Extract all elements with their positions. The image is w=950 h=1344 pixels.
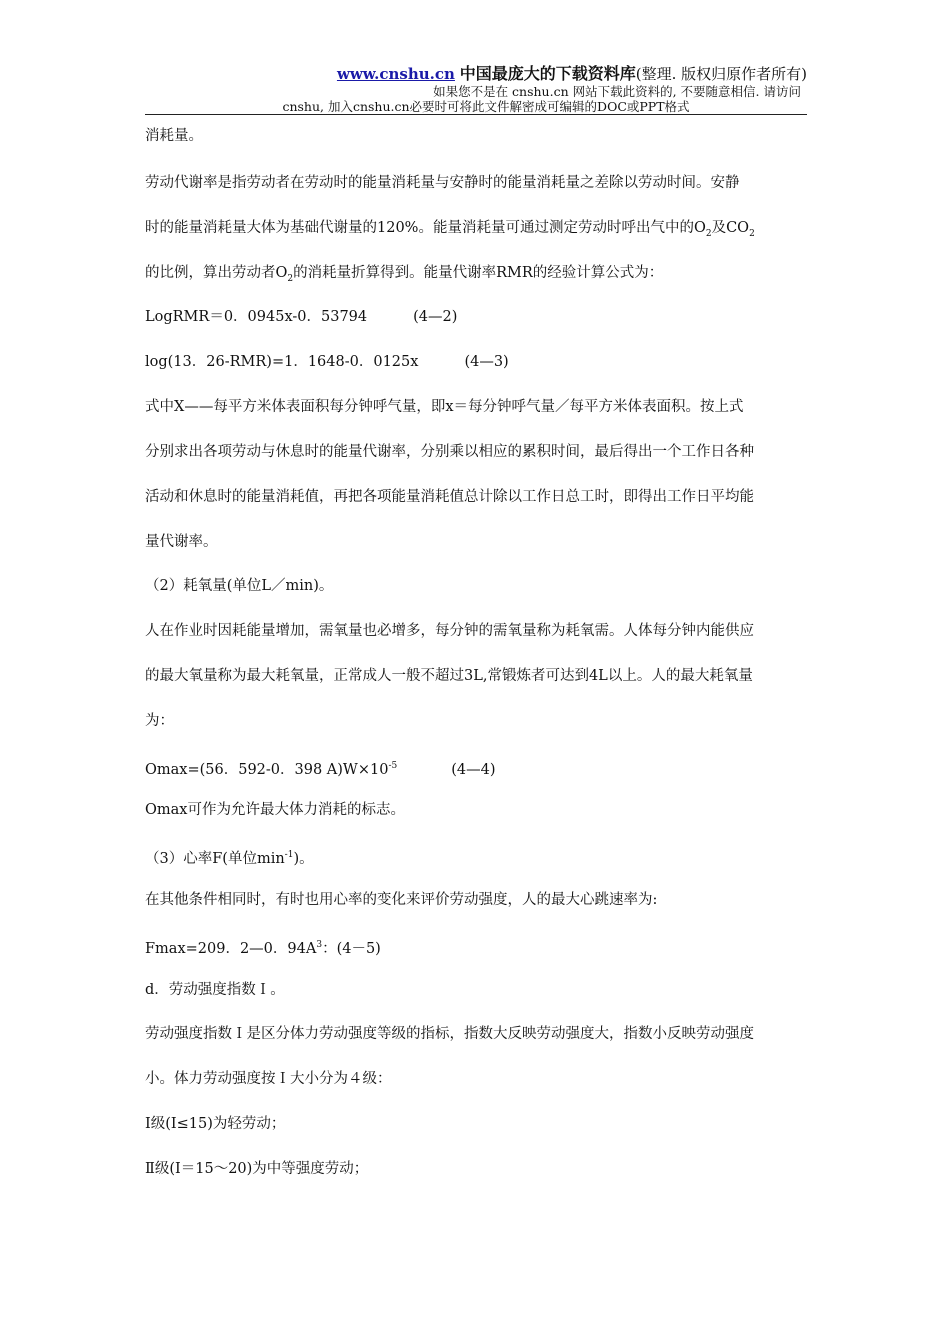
text-span: 时的能量消耗量大体为基础代谢量的120%。能量消耗量可通过测定劳动时呼出气中的O bbox=[145, 220, 706, 236]
equation-number: (4—2) bbox=[413, 309, 458, 325]
text-line bbox=[145, 263, 809, 289]
site-note: (整理. 版权归原作者所有) bbox=[635, 65, 807, 83]
text-line: 劳动代谢率是指劳动者在劳动时的能量消耗量与安静时的能量消耗量之差除以劳动时间。安静 bbox=[145, 175, 740, 191]
notice-line-1: 如果您不是在 cnshu.cn 网站下载此资料的, 不要随意相信. 请访问 bbox=[433, 84, 801, 99]
formula: Omax=(56．592-0．398 A)W×10 bbox=[145, 761, 389, 778]
superscript: 3 bbox=[316, 940, 323, 950]
formula-line bbox=[145, 935, 809, 959]
formula: LogRMR＝0．0945x-0．53794 bbox=[145, 309, 368, 325]
list-item: Ⅱ级(I＝15～20)为中等强度劳动； bbox=[145, 1161, 369, 1177]
subscript: 2 bbox=[749, 228, 755, 239]
section-heading bbox=[145, 845, 809, 869]
formula: log(13．26-RMR)=1．1648-0．0125x bbox=[145, 354, 419, 370]
text-line: 分别求出各项劳动与休息时的能量代谢率，分别乘以相应的累积时间，最后得出一个工作日各种 bbox=[145, 444, 754, 460]
text-line: 量代谢率。 bbox=[145, 534, 218, 550]
text-span: 的消耗量折算得到。能量代谢率RMR的经验计算公式为： bbox=[293, 265, 664, 281]
header-line bbox=[145, 64, 807, 84]
text-line: 消耗量。 bbox=[145, 128, 203, 144]
formula-line bbox=[145, 352, 809, 372]
text-line: Omax可作为允许最大体力消耗的标志。 bbox=[145, 802, 405, 818]
text-span: )。 bbox=[293, 850, 314, 867]
text-line: 为： bbox=[145, 713, 174, 729]
text-line: 小。体力劳动强度按Ｉ大小分为４级： bbox=[145, 1071, 392, 1087]
notice-line-2: cnshu, 加入cnshu.cn必要时可将此文件解密成可编辑的DOC或PPT格式 bbox=[282, 99, 690, 114]
equation-number: (4—3) bbox=[464, 354, 509, 370]
equation-number: ：(4－5) bbox=[322, 940, 381, 957]
subscript: 2 bbox=[287, 273, 294, 284]
subscript: 2 bbox=[705, 228, 712, 239]
site-title: 中国最庞大的下载资料库 bbox=[459, 64, 636, 83]
formula-line bbox=[145, 756, 809, 780]
text-span: 及CO bbox=[711, 220, 750, 236]
text-line: 活动和休息时的能量消耗值，再把各项能量消耗值总计除以工作日总工时，即得出工作日平均能 bbox=[145, 489, 754, 505]
formula-line bbox=[145, 307, 809, 327]
text-line: 在其他条件相同时，有时也用心率的变化来评价劳动强度，人的最大心跳速率为: bbox=[145, 892, 658, 908]
page-header bbox=[145, 64, 807, 114]
text-line: 式中X——每平方米体表面积每分钟呼气量，即x＝每分钟呼气量／每平方米体表面积。按上式 bbox=[145, 399, 744, 415]
text-line bbox=[145, 218, 809, 244]
formula: Fmax=209．2—0．94A bbox=[145, 940, 317, 957]
superscript: -5 bbox=[388, 761, 398, 771]
site-link[interactable]: www.cnshu.cn bbox=[336, 65, 455, 83]
equation-number: (4—4) bbox=[451, 761, 496, 778]
text-span: （3）心率F(单位min bbox=[145, 850, 285, 867]
section-heading: d．劳动强度指数Ｉ。 bbox=[145, 982, 285, 998]
text-line: 劳动强度指数Ｉ是区分体力劳动强度等级的指标，指数大反映劳动强度大，指数小反映劳动强度 bbox=[145, 1026, 754, 1042]
text-line: 的最大氧量称为最大耗氧量，正常成人一般不超过3L,常锻炼者可达到4L以上。人的最大耗氧量 bbox=[145, 668, 753, 684]
header-divider bbox=[145, 114, 807, 115]
list-item: Ⅰ级(I≤15)为轻劳动； bbox=[145, 1116, 286, 1132]
section-heading: （2）耗氧量(单位L／min)。 bbox=[145, 578, 334, 594]
text-span: 的比例，算出劳动者O bbox=[145, 265, 288, 281]
text-line: 人在作业时因耗能量增加，需氧量也必增多，每分钟的需氧量称为耗氧需。人体每分钟内能供应 bbox=[145, 623, 754, 639]
superscript: -1 bbox=[284, 850, 294, 860]
